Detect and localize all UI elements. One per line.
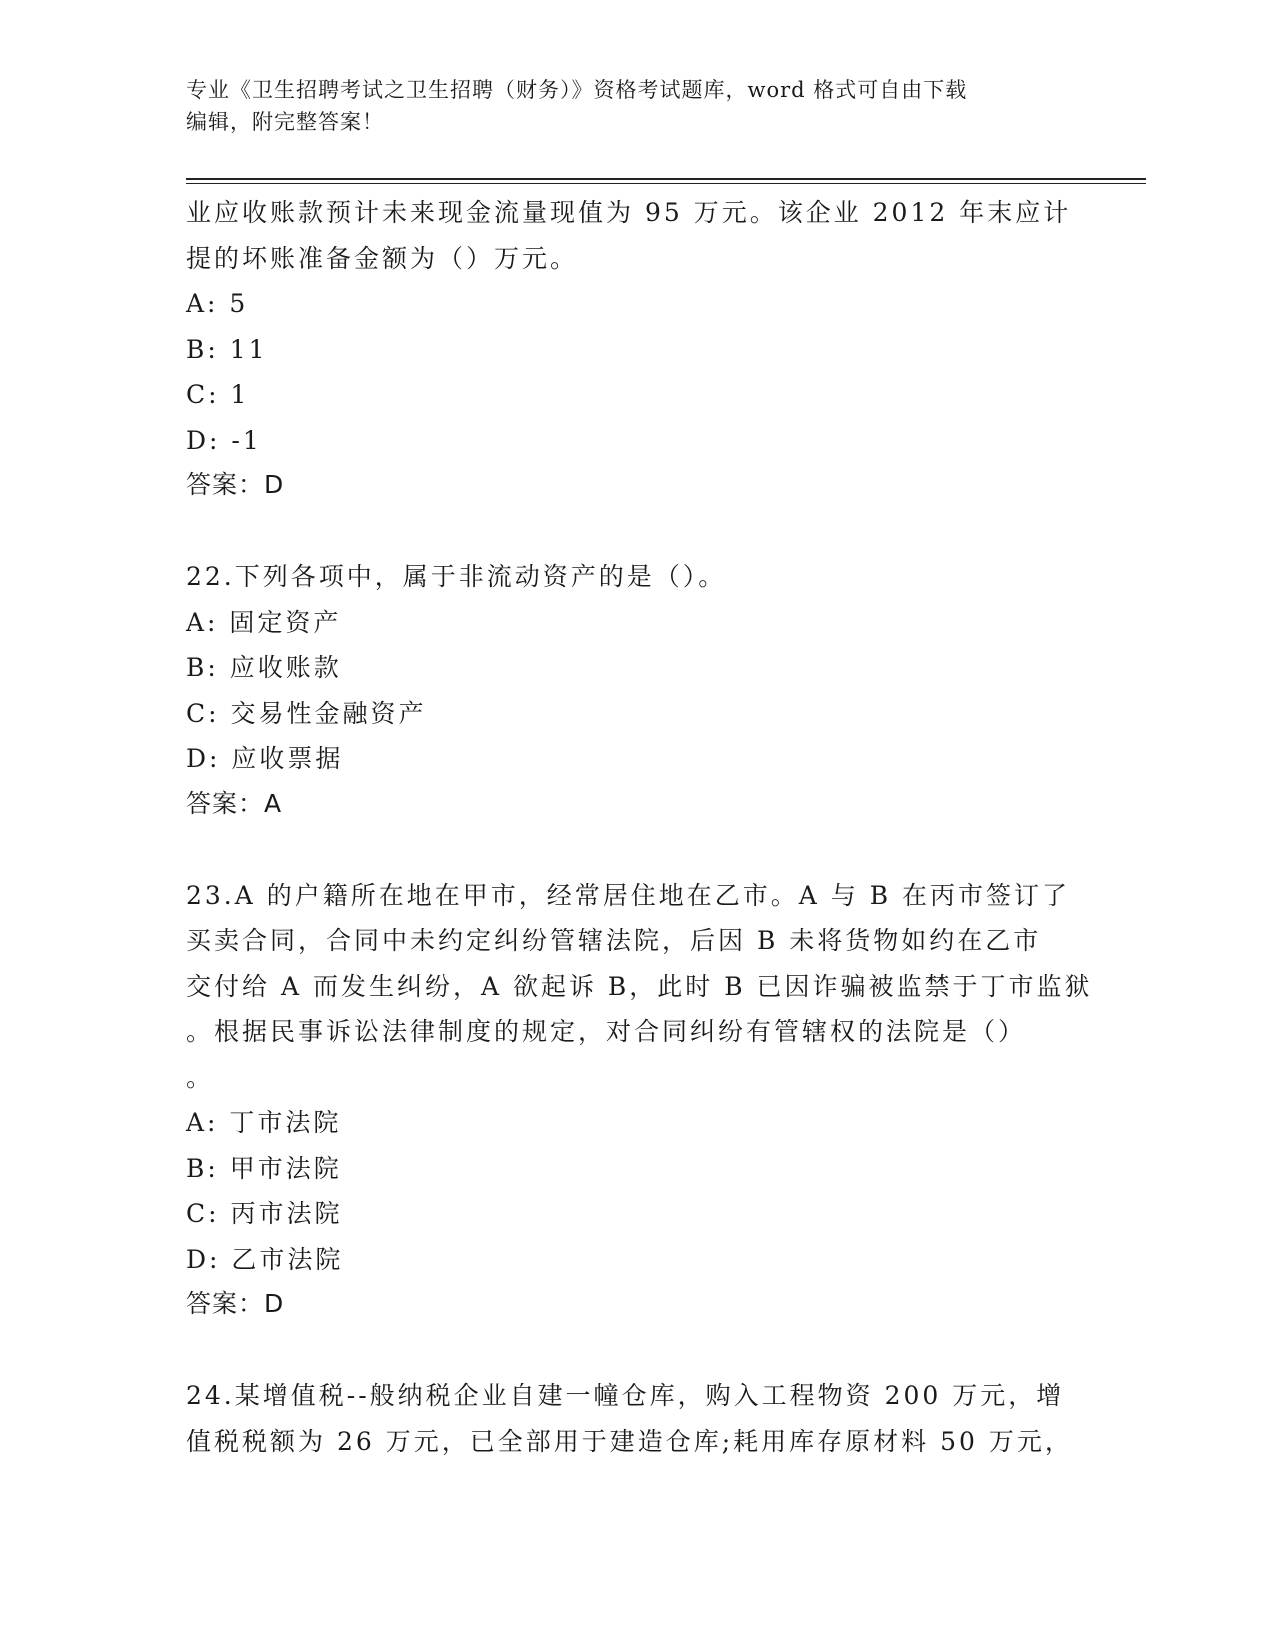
header-divider-thick <box>186 178 1146 180</box>
option-d: D: -1 <box>186 425 262 455</box>
header-divider-thin <box>186 183 1146 184</box>
question-text-line: 24.某增值税--般纳税企业自建一幢仓库，购入工程物资 200 万元，增 <box>186 1381 1065 1410</box>
option-c: C: 交易性金融资产 <box>186 698 427 728</box>
question-21 <box>186 190 1076 507</box>
option-b: B: 应收账款 <box>186 653 342 682</box>
question-text-line: 业应收账款预计未来现金流量现值为 95 万元。该企业 2012 年末应计 <box>186 198 1072 227</box>
question-text-line: 值税税额为 26 万元，已全部用于建造仓库;耗用库存原材料 50 万元， <box>186 1426 1073 1456</box>
question-text-line: 买卖合同，合同中未约定纠纷管辖法院，后因 B 未将货物如约在乙市 <box>186 926 1042 955</box>
question-text-line: 提的坏账准备金额为（）万元。 <box>186 243 579 273</box>
spacer <box>186 826 1076 873</box>
spacer <box>186 507 1076 554</box>
question-text-line: 22.下列各项中，属于非流动资产的是（）。 <box>186 562 727 591</box>
option-b: B: 11 <box>186 334 268 364</box>
option-a: A: 固定资产 <box>186 607 342 637</box>
header-line-1: 专业《卫生招聘考试之卫生招聘（财务）》资格考试题库，word 格式可自由下载 <box>186 78 968 102</box>
document-header <box>186 74 1066 138</box>
option-a: A: 丁市法院 <box>186 1108 342 1137</box>
header-line-2: 编辑，附完整答案！ <box>186 110 384 134</box>
answer-line: 答案：A <box>186 788 283 818</box>
question-24 <box>186 1373 1076 1464</box>
answer-line: 答案：D <box>186 1289 285 1318</box>
question-text-line: 23.A 的户籍所在地在甲市，经常居住地在乙市。A 与 B 在丙市签订了 <box>186 880 1071 910</box>
option-c: C: 丙市法院 <box>186 1199 343 1228</box>
answer-line: 答案：D <box>186 470 285 499</box>
option-c: C: 1 <box>186 380 250 409</box>
question-23 <box>186 873 1093 1327</box>
question-22 <box>186 554 1076 826</box>
document-body <box>186 190 1093 1464</box>
question-text-line: 交付给 A 而发生纠纷，A 欲起诉 B，此时 B 已因诈骗被监禁于丁市监狱 <box>186 971 1093 1001</box>
option-b: B: 甲市法院 <box>186 1153 342 1183</box>
question-text-line: 。根据民事诉讼法律制度的规定，对合同纠纷有管辖权的法院是（） <box>186 1017 1027 1046</box>
option-a: A: 5 <box>186 289 249 318</box>
option-d: D: 乙市法院 <box>186 1244 344 1274</box>
option-d: D: 应收票据 <box>186 744 344 773</box>
spacer <box>186 1326 1076 1373</box>
question-text-line: 。 <box>186 1062 215 1092</box>
